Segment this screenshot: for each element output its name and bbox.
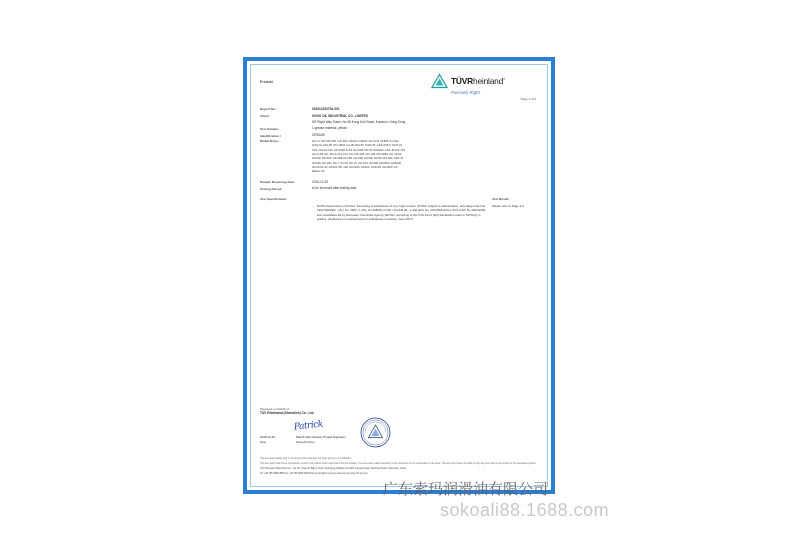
field-client-address	[260, 120, 538, 125]
model-line: GK30-51-03 GK000 SK-100 GK2366 GK002 GK3003 GK1200 GK	[312, 164, 398, 169]
model-line: GK026 GK-001 GK-7 01-05 GK-21 GK-021 GK448 GK0003 GK8200	[312, 160, 402, 165]
field-model-no	[260, 139, 538, 173]
field-value: 0184122537So 001	[312, 107, 340, 111]
tuv-rheinland-logo	[431, 73, 536, 96]
field-label: Report No.:	[260, 107, 277, 112]
document-footer	[260, 458, 538, 478]
field-label: Identification /	[260, 133, 281, 138]
model-number-block	[312, 139, 538, 173]
signature-on-behalf-label: Prepared on behalf of	[260, 406, 289, 411]
field-testing-period	[260, 186, 538, 191]
footer-line: This test report relates only to the item(s) tested and does not imply any form of certification.	[260, 458, 352, 461]
signature-name-position: Patrick Wan (Deputy Project Engineer)	[296, 435, 346, 440]
field-label: Model No(s).:	[260, 139, 280, 144]
signature-date: 2018-12-26	[260, 435, 275, 440]
certificate-frame	[243, 57, 555, 494]
signature-date-caption: Date	[260, 439, 267, 444]
field-label: Test Sample:	[260, 126, 280, 131]
chinese-company-watermark: 广东索玛润滑油有限公司	[383, 480, 549, 498]
model-line: GK-S-06 GK-146-4-211-013 GK-016-185 GK-138-016-0084 GK-10-02	[312, 151, 402, 156]
handwritten-signature: Patrick	[293, 419, 324, 433]
certificate-frame-inner	[250, 64, 548, 487]
signature-company: TÜV Rheinland (Shenzhen) Co., Ltd.	[260, 411, 315, 416]
field-label	[260, 120, 312, 125]
footer-line: This test report shall not be reproduced, except in full, without written approval of the test institute. The test results relate exclusively to the specimens on the examination in the issue. This test report does not entitle to carry any test mark on the product or the associated product.	[260, 463, 537, 466]
model-line: Elastic 02	[312, 169, 325, 174]
spec-table-body	[260, 204, 538, 222]
model-line: GK200 SK-063 GK-088-01-005 GK-026 GK009 GK08-113-002 GK5-11	[312, 156, 404, 161]
signature-block	[260, 407, 538, 444]
tuv-slogan: Precisely Right.	[451, 90, 482, 95]
tuv-wordmark: TÜVRheinland®	[451, 75, 506, 86]
spec-bullet-list	[312, 204, 492, 222]
spec-left-spacer	[260, 204, 312, 222]
footer-contact-line[interactable]: Tel: +86 755 3688 6888 Fax: +86 755 3688 6000 Mail: service@chn.tuv.com www.tuv.com www.chn.tuv.com	[260, 473, 368, 476]
field-value: GREASE	[312, 133, 326, 138]
model-line: SX2-101-01-611 GF-0206-N-02 GN-095-GN-51-S01E04 GSC-B-101-123	[312, 147, 405, 152]
produkt-label: Produkt	[260, 80, 273, 84]
field-client	[260, 114, 538, 119]
spec-col-mid-header	[312, 197, 492, 201]
spec-table-header	[260, 197, 538, 201]
footer-company-address: TÜV Rheinland (Shenzhen) Co., Ltd. 9/F, Tower B, Bldg 3, Dazu Technology Building, No.1001 Xueyuan Road, Nanshan District, Shenzhen, China	[260, 468, 406, 471]
signature-captions-row	[260, 440, 538, 444]
page-number: Page 1 of 9	[520, 97, 536, 101]
spec-col-left-header: Test Specification:	[260, 197, 288, 202]
tuv-rheinland-mark-icon	[431, 73, 448, 89]
bullet-dash: -	[312, 203, 313, 208]
field-value: 5/F Right Way Tower, No.38 Kong Koh Road, Kowloon, Hong Kong	[312, 119, 406, 124]
model-line: GK-11 GK-515-001 GK-202 GK200 GK001 GK-02-5 GHMP-01-302	[312, 139, 399, 144]
field-sample-receiving-date	[260, 180, 538, 185]
field-value: 2018-12-20	[312, 179, 329, 184]
field-label: Sample Receiving date:	[260, 179, 295, 184]
spec-col-right-header: Test Result:	[492, 197, 510, 202]
document-header	[260, 73, 538, 107]
field-value: SOHO OIL INDUSTRIAL CO., LIMITED	[312, 113, 368, 118]
report-fields	[260, 107, 538, 191]
site-watermark: sokoali88.1688.com	[440, 500, 610, 520]
model-line: GSQ-5x-002-85 001-3802 GJ-08-004-55 GSM-05 GKS-005-5 GKH-01	[312, 143, 403, 148]
spec-bullet-text: RoHS Assessment of Articles: Screening of substances of very high concern (SVHC) subject to authorisation, according to EU No. 1907/2006/EC - (SL) No. 2902 / L.(SL) No.348/99 (1-XIII) / No.845.28 - it and (EU) No. 2017/999 Annex XVII of EC No 1907/2006 and candidates list by European Chemicals Agency (ECHA), according to the 8.19.10.01 (EU) Declaration rules to SVHC(s) in articles. (Guidance on requirements for substances in articles, June 2017)	[317, 203, 486, 222]
test-report-document	[260, 73, 538, 480]
field-report-no	[260, 107, 538, 112]
test-result-text: Please refer to Page 2-9	[492, 203, 524, 208]
field-value: to be informed after testing date	[312, 186, 357, 191]
field-label: Testing Period:	[260, 186, 283, 191]
signature-name-caption: Name/Position	[296, 439, 315, 444]
field-value: 1 grease material, yellow	[312, 126, 347, 131]
field-label: Client:	[260, 114, 270, 119]
field-test-sample	[260, 126, 538, 131]
signature-area	[260, 418, 538, 444]
field-identification	[260, 133, 538, 138]
